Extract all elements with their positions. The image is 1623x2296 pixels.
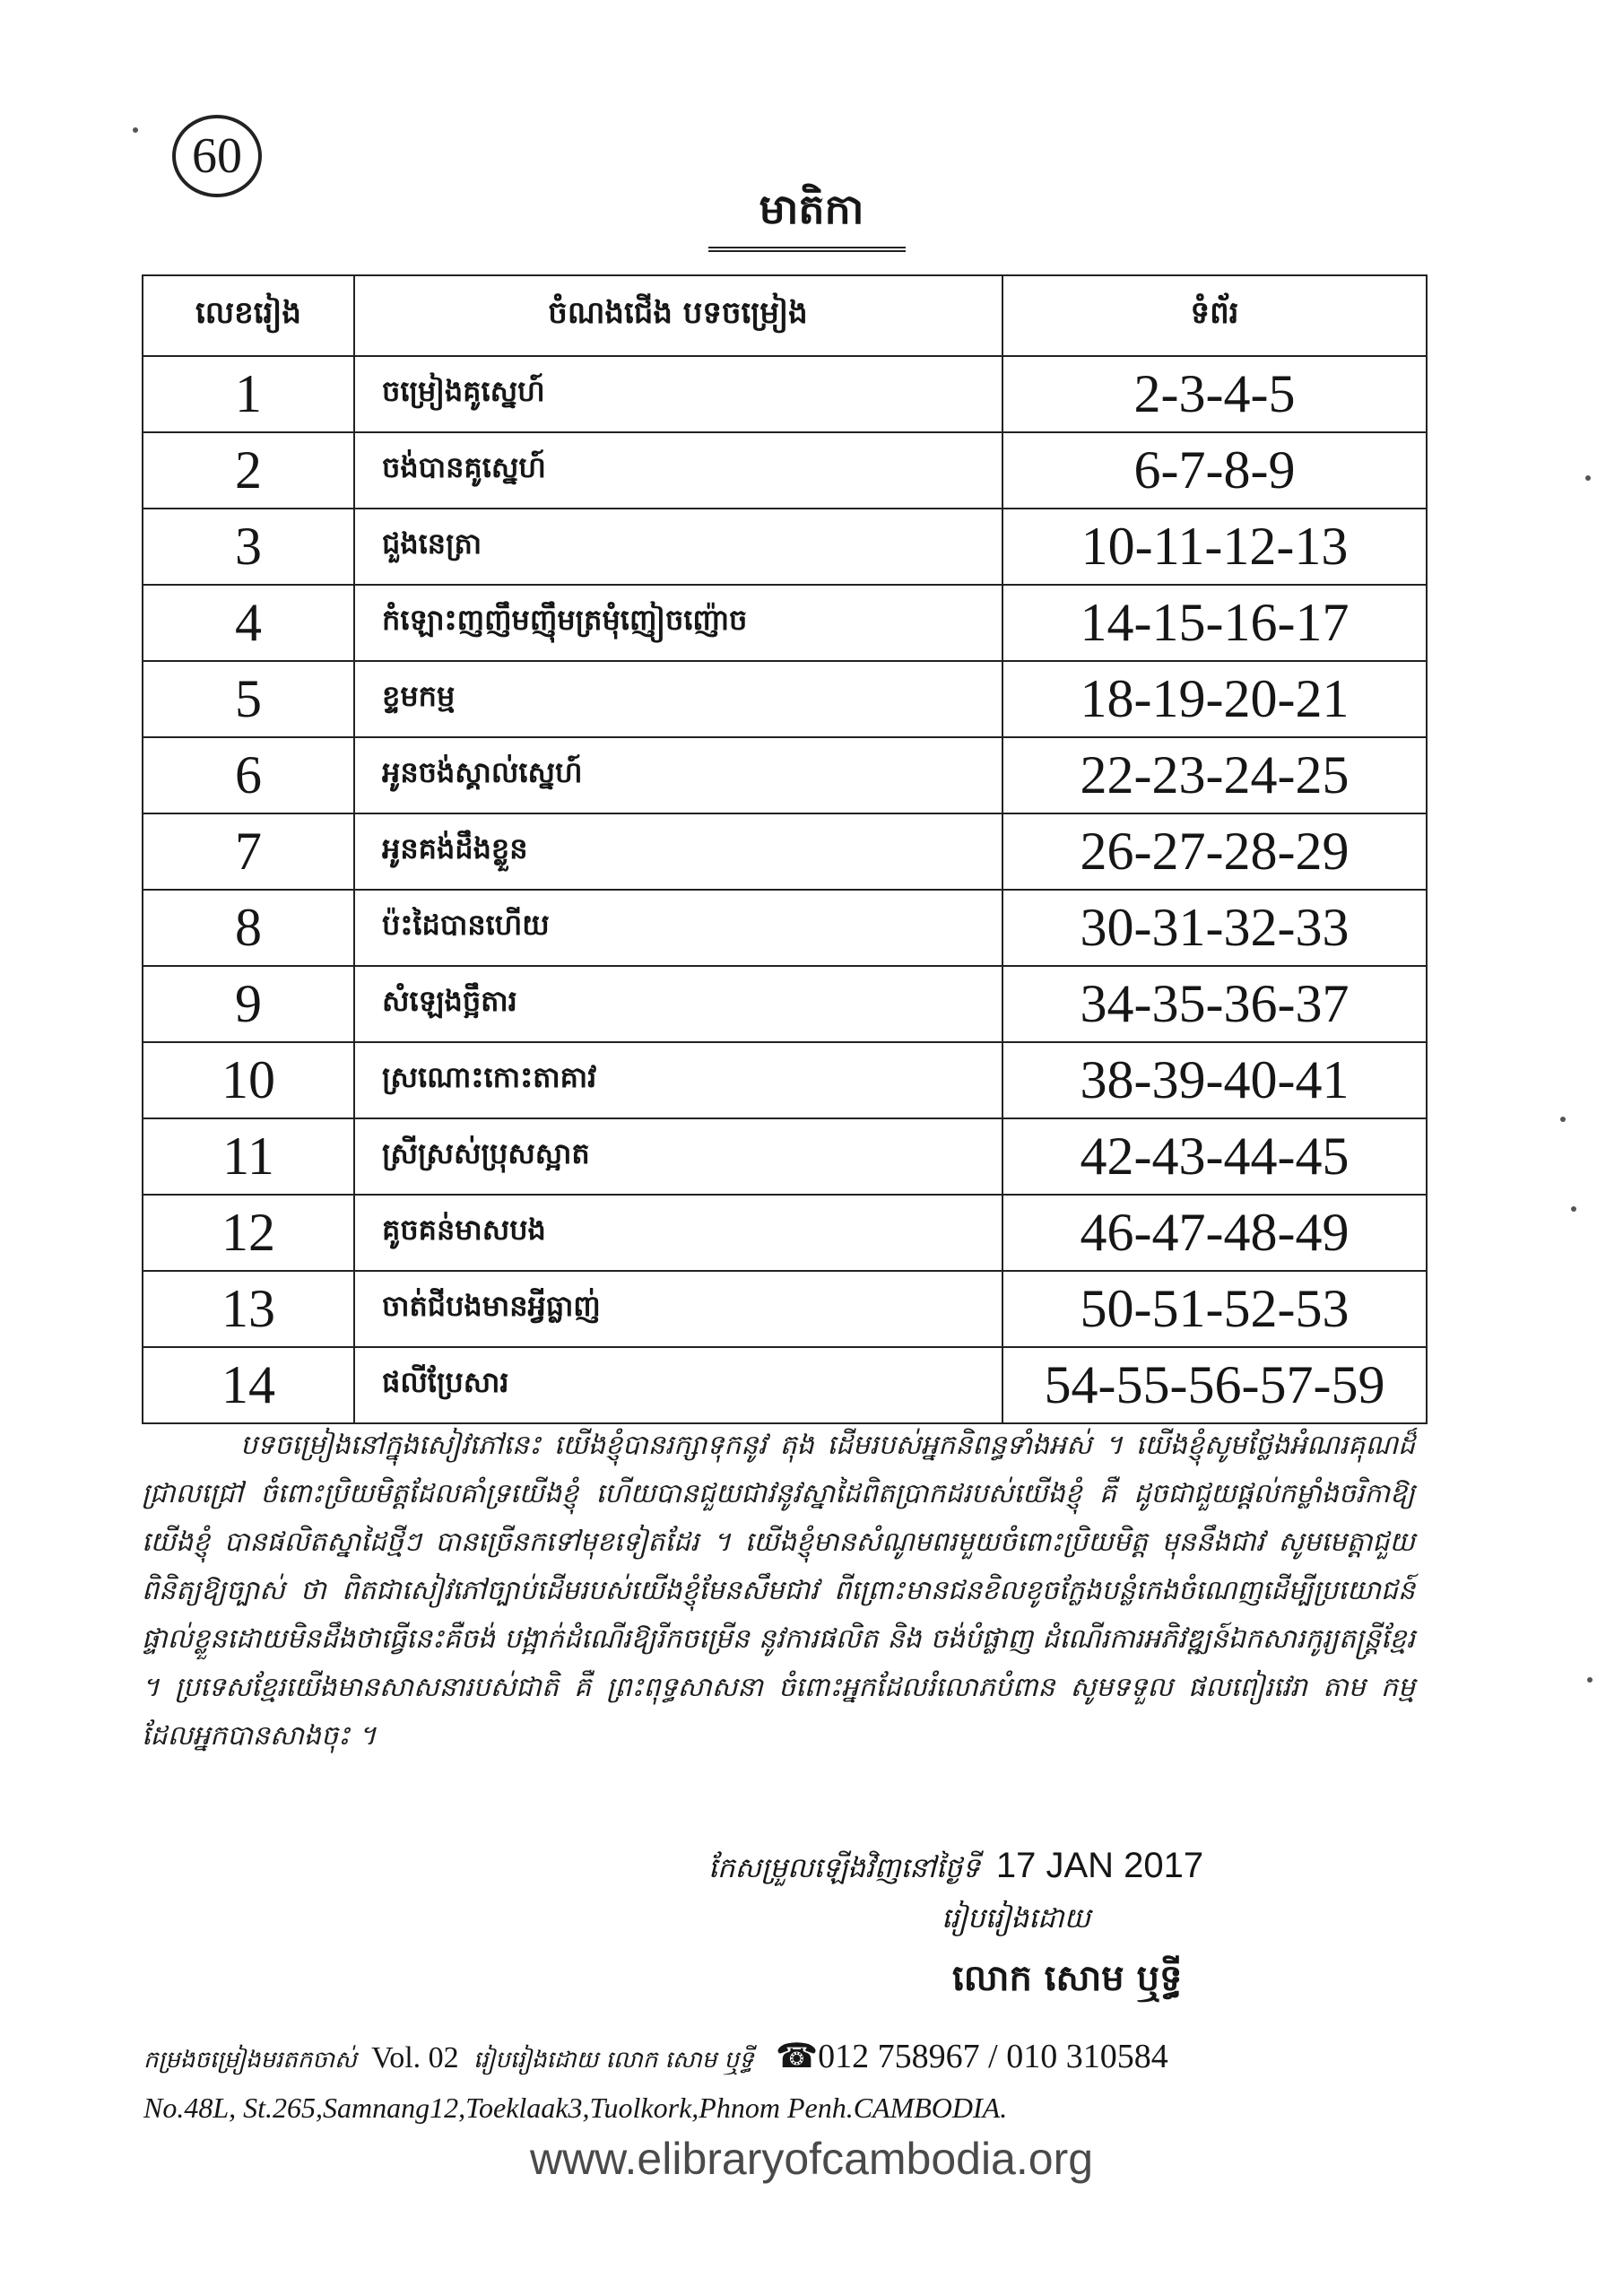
preface-text [142, 1422, 1415, 1761]
table-row [143, 1347, 1427, 1423]
song-title: ស្រណោះកោះតាគាវ [354, 1042, 1002, 1118]
footer-volume: Vol. 02 [371, 2041, 459, 2074]
song-title: ចង់បានគូស្នេហ៍ [354, 432, 1002, 509]
page-range: 46-47-48-49 [1002, 1195, 1427, 1271]
toc-table [142, 274, 1428, 1424]
table-row [143, 890, 1427, 966]
toc-header-row [143, 275, 1427, 356]
row-number: 9 [143, 966, 354, 1042]
table-row [143, 432, 1427, 509]
page-range: 26-27-28-29 [1002, 813, 1427, 890]
song-title: អូនគង់ដឹងខ្លួន [354, 813, 1002, 890]
song-title: សំឡេងច្អឹតារ [354, 966, 1002, 1042]
footer-phone-number: 012 758967 / 010 310584 [818, 2038, 1168, 2075]
preface-paragraph: បទចម្រៀងនៅក្នុងសៀវភៅនេះ យើងខ្ញុំបានរក្សាទុកនូវ តុង ដើមរបស់អ្នកនិពន្ធទាំងអស់ ។ យើងខ្ញុំសូមថ្លែងអំណរគុណដ៏ជ្រាលជ្រៅ ចំពោះប្រិយមិត្តដែលគាំទ្រយើងខ្ញុំ ហើយបានជួយជាវនូវស្នាដៃពិតប្រាកដរបស់យើងខ្ញុំ គឺ ដូចជាជួយផ្តល់កម្លាំងចរិកាឱ្យយើងខ្ញុំ បានផលិតស្នាដៃថ្មីៗ បានច្រើនកទៅមុខទៀតដែរ ។ យើងខ្ញុំមានសំណូមពរមួយចំពោះប្រិយមិត្ត មុននឹងជាវ សូមមេត្តាជួយពិនិត្យឱ្យច្បាស់ ថា ពិតជាសៀវភៅច្បាប់ដើមរបស់យើងខ្ញុំមែនសឹមជាវ ពីព្រោះមានជនខិលខូចក្លែងបន្លំកេងចំណេញដើម្បីប្រយោជន៍ផ្ទាល់ខ្លួនដោយមិនដឹងថាធ្វើនេះគឺចង់ បង្អាក់ដំណើរឱ្យរីកចម្រើន នូវការផលិត និង ចង់បំផ្លាញ ដំណើរការអភិវឌ្ឍន៍ឯកសារកូរ្យតន្ត្រីខ្មែរ ។ ប្រទេសខ្មែរយើងមានសាសនារបស់ជាតិ គឺ ព្រះពុទ្ធសាសនា ចំពោះអ្នកដែលរំលោភបំពាន សូមទទួល ផលពៀរវេរា តាម កម្ម ដែលអ្នកបានសាងចុះ ។ [142, 1430, 1415, 1752]
page-range: 2-3-4-5 [1002, 356, 1427, 432]
song-title: ប៉ះដៃបានហើយ [354, 890, 1002, 966]
row-number: 7 [143, 813, 354, 890]
footer-address: No.48L, St.265,Samnang12,Toeklaak3,Tuolkork,Phnom Penh.CAMBODIA. [143, 2092, 1008, 2124]
row-number: 10 [143, 1042, 354, 1118]
page-range: 10-11-12-13 [1002, 509, 1427, 585]
row-number: 8 [143, 890, 354, 966]
scan-speck [1587, 1677, 1593, 1683]
header-order: លេខរៀង [143, 275, 354, 356]
edit-date-line [708, 1846, 1203, 1892]
song-title: គូចគន់មាសបង [354, 1195, 1002, 1271]
row-number: 4 [143, 585, 354, 661]
table-row [143, 737, 1427, 813]
page-range: 38-39-40-41 [1002, 1042, 1427, 1118]
song-title: ស្រីស្រស់ប្រុសស្អាត [354, 1118, 1002, 1195]
page-range: 18-19-20-21 [1002, 661, 1427, 737]
edit-date-stamp: 17 JAN 2017 [995, 1846, 1204, 1885]
row-number: 11 [143, 1118, 354, 1195]
row-number: 2 [143, 432, 354, 509]
table-row [143, 966, 1427, 1042]
website-watermark: www.elibraryofcambodia.org [529, 2134, 1094, 2184]
table-row [143, 813, 1427, 890]
row-number: 12 [143, 1195, 354, 1271]
song-title: កំឡោះញញឹមញ៉ឹមត្រមុំញៀចញ៉ោច [354, 585, 1002, 661]
scan-speck [1571, 1206, 1576, 1212]
row-number: 1 [143, 356, 354, 432]
row-number: 3 [143, 509, 354, 585]
row-number: 6 [143, 737, 354, 813]
title-ornament [708, 247, 906, 265]
scan-speck [1560, 1117, 1566, 1122]
header-pages: ទំព័រ [1002, 275, 1427, 356]
table-row [143, 1118, 1427, 1195]
scan-speck [1585, 475, 1591, 481]
page-range: 34-35-36-37 [1002, 966, 1427, 1042]
table-row [143, 1195, 1427, 1271]
footer-compiled-by: រៀបរៀងដោយ លោក សោម ឬទ្ធី [473, 2047, 754, 2074]
table-row [143, 1271, 1427, 1347]
edit-date-label: កែសម្រួលឡើងវិញនៅថ្ងៃទី [708, 1852, 980, 1884]
compiled-by-label: រៀបរៀងដោយ [942, 1902, 1091, 1935]
footer-phone [776, 2038, 1168, 2075]
page-number: 60 [172, 115, 262, 197]
page-range: 50-51-52-53 [1002, 1271, 1427, 1347]
header-song-title: ចំណងជើង បទចម្រៀង [354, 275, 1002, 356]
page-range: 22-23-24-25 [1002, 737, 1427, 813]
table-row [143, 1042, 1427, 1118]
page-title: មាតិកា [759, 185, 864, 233]
row-number: 13 [143, 1271, 354, 1347]
telephone-icon: ☎ [775, 2038, 819, 2075]
author-name: លោក សោម ឬទ្ធី [952, 1958, 1183, 1999]
page-range: 14-15-16-17 [1002, 585, 1427, 661]
row-number: 14 [143, 1347, 354, 1423]
table-row [143, 509, 1427, 585]
song-title: ចម្រៀងគូស្នេហ៍ [354, 356, 1002, 432]
page-range: 6-7-8-9 [1002, 432, 1427, 509]
row-number: 5 [143, 661, 354, 737]
footer-book-info [143, 2036, 1168, 2079]
song-title: ខ្ទមកម្ម [354, 661, 1002, 737]
table-row [143, 356, 1427, 432]
page-range: 54-55-56-57-59 [1002, 1347, 1427, 1423]
song-title: ផលីប្រែសារ [354, 1347, 1002, 1423]
page-range: 42-43-44-45 [1002, 1118, 1427, 1195]
table-row [143, 585, 1427, 661]
toc-body [143, 356, 1427, 1423]
song-title: ចាត់ជីបងមានអ្វីធ្លាញ់ [354, 1271, 1002, 1347]
table-row [143, 661, 1427, 737]
song-title: អូនចង់ស្គាល់ស្នេហ៍ [354, 737, 1002, 813]
song-title: ជួងនេត្រា [354, 509, 1002, 585]
scan-speck [133, 127, 138, 133]
page-range: 30-31-32-33 [1002, 890, 1427, 966]
footer-book-label: កម្រងចម្រៀងមរតកចាស់ [143, 2047, 357, 2074]
